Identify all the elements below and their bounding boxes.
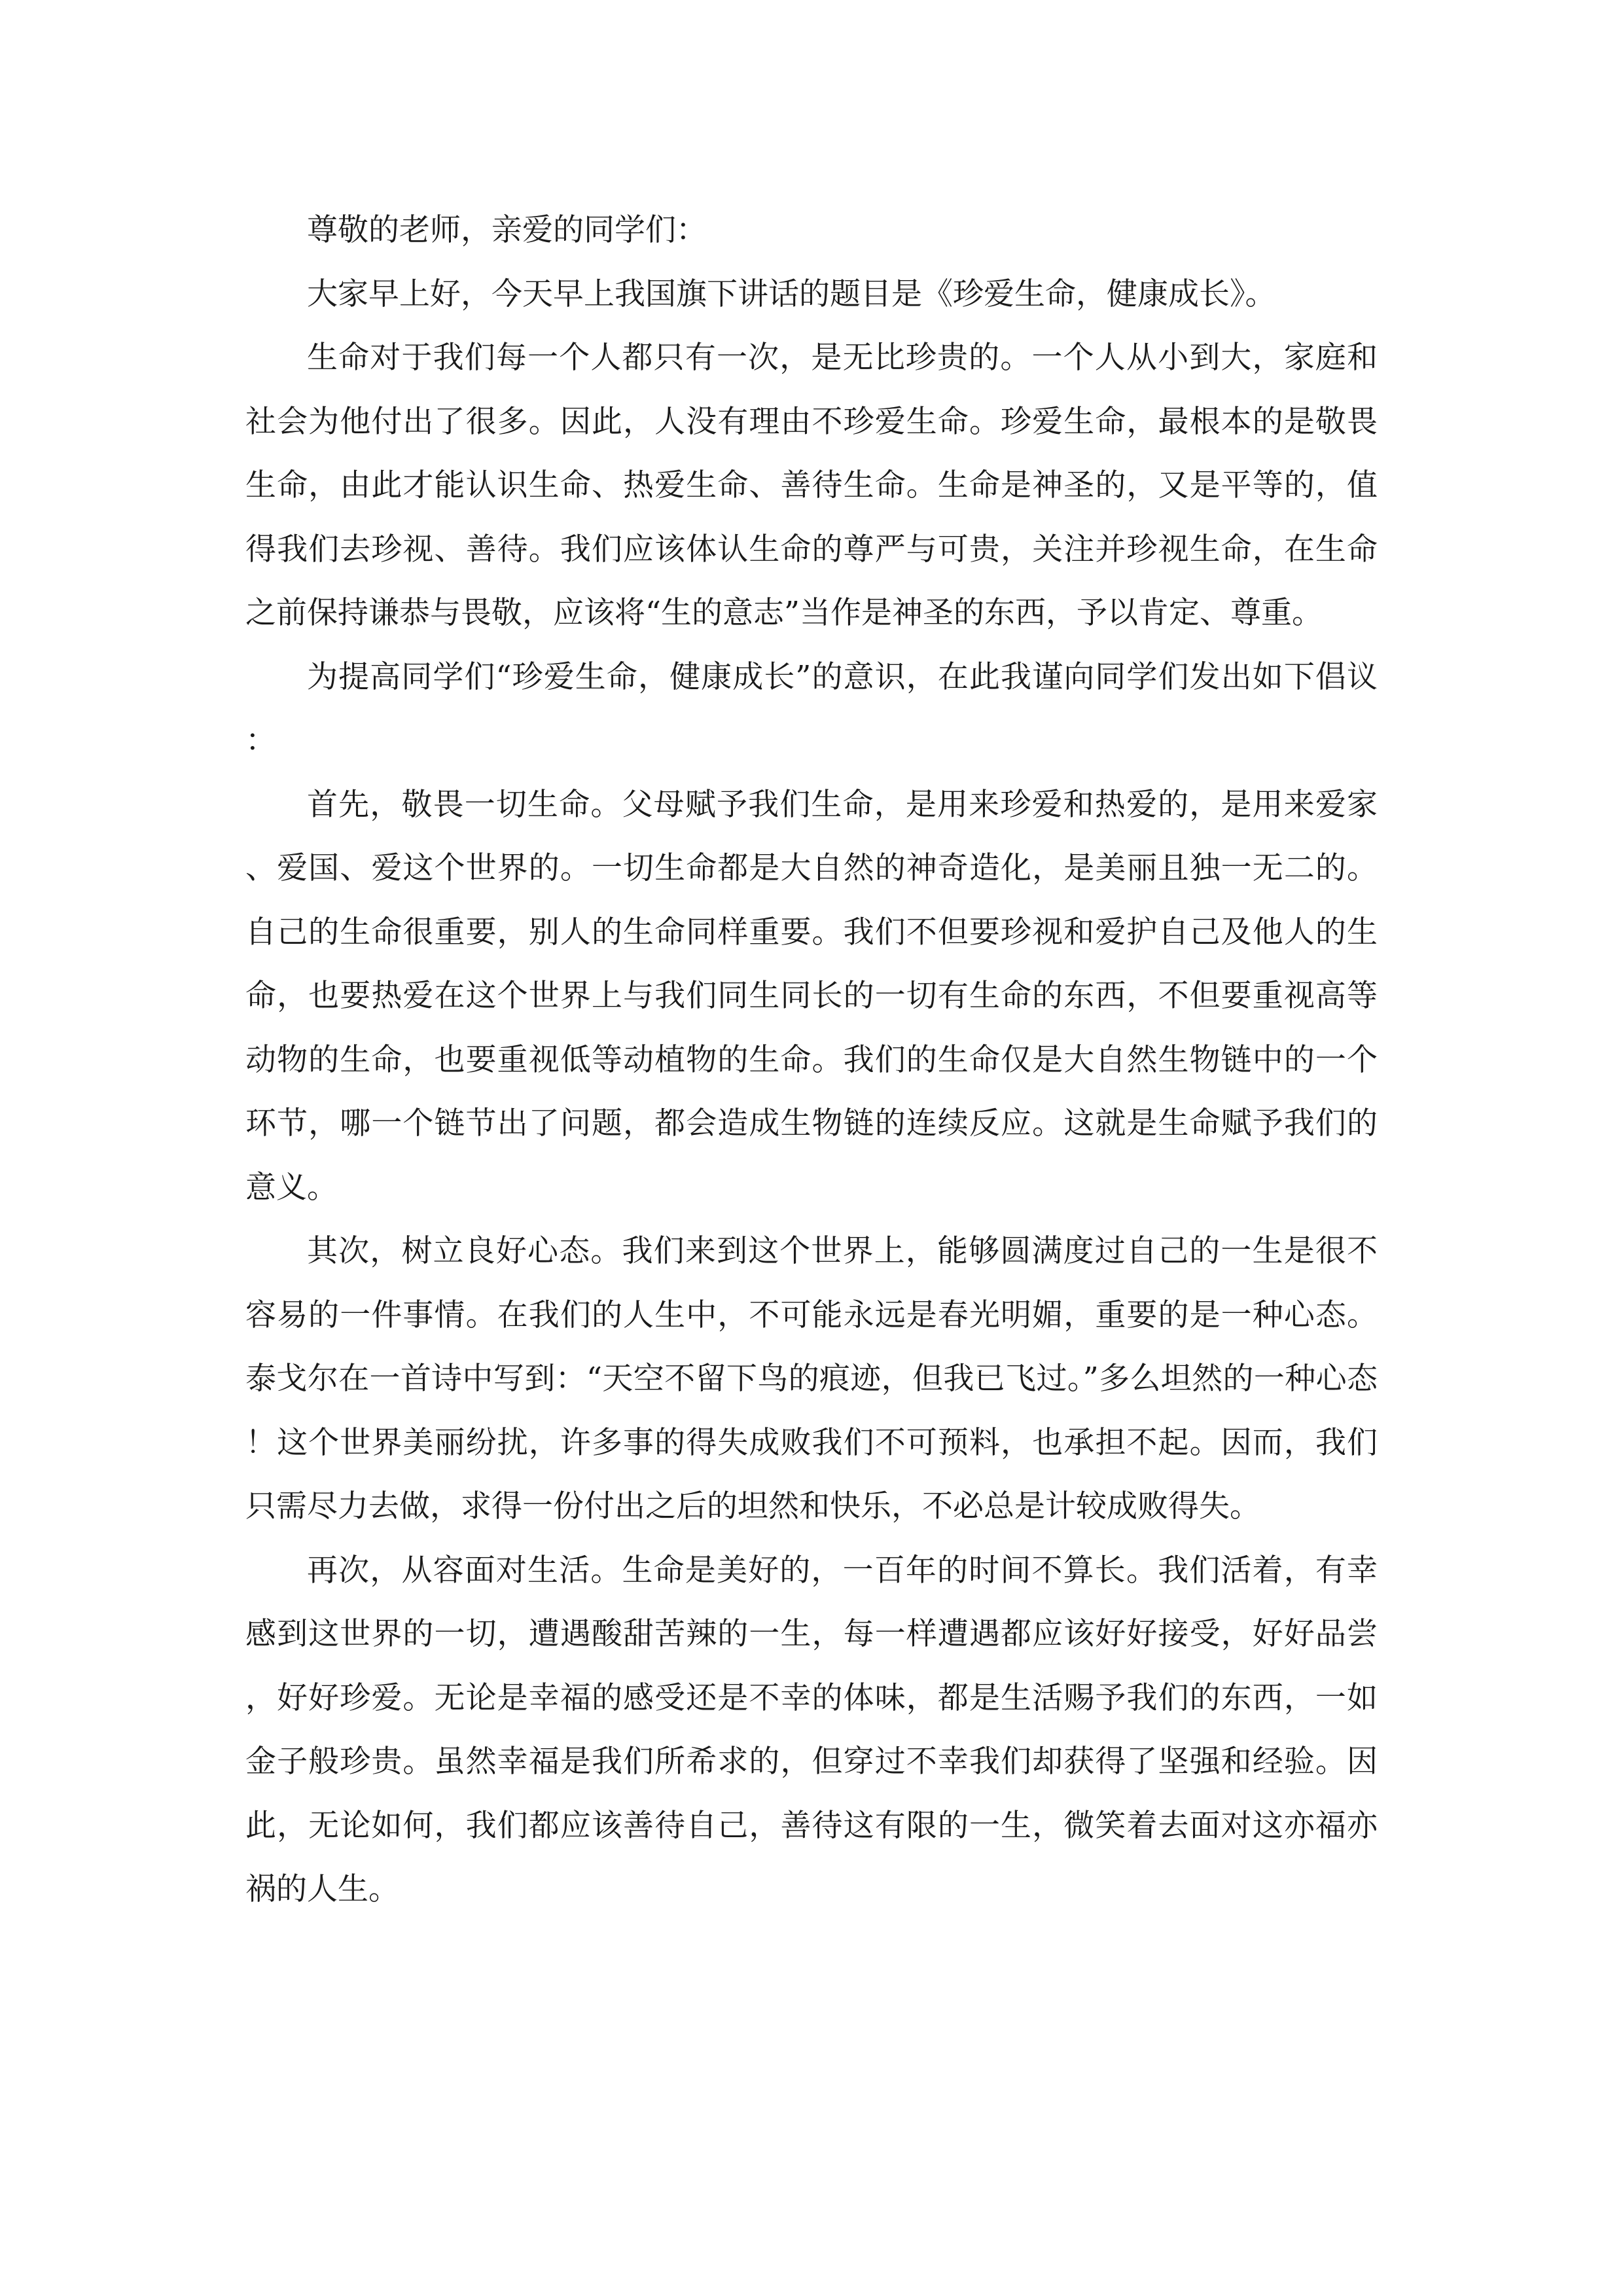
greeting-paragraph: 大家早上好，今天早上我国旗下讲话的题目是《珍爱生命，健康成长》。 [307, 276, 1276, 312]
body-paragraph: 为提高同学们“珍爱生命，健康成长”的意识，在此我谨向同学们发出如下倡议： [245, 658, 1378, 759]
body-paragraph: 生命对于我们每一个人都只有一次，是无比珍贵的。一个人从小到大，家庭和社会为他付出了很多。因此，人没有理由不珍爱生命。珍爱生命，最根本的是敬畏生命，由此才能认识生命、热爱生命、善待生命。生命是神圣的，又是平等的，值得我们去珍视、善待。我们应该体认生命的尊严与可贵，关注并珍视生命，在生命之前保持谦恭与畏敬，应该将“生的意志”当作是神圣的东西，予以肯定、尊重。 [245, 340, 1378, 631]
salutation-paragraph: 尊敬的老师，亲爱的同学们： [307, 212, 707, 248]
body-paragraph: 再次，从容面对生活。生命是美好的，一百年的时间不算长。我们活着，有幸感到这世界的一切，遭遇酸甜苦辣的一生，每一样遭遇都应该好好接受，好好品尝，好好珍爱。无论是幸福的感受还是不幸的体味，都是生活赐予我们的东西，一如金子般珍贵。虽然幸福是我们所希求的，但穿过不幸我们却获得了坚强和经验。因此，无论如何，我们都应该善待自己，善待这有限的一生，微笑着去面对这亦福亦祸的人生。 [245, 1552, 1378, 1907]
body-paragraph: 其次，树立良好心态。我们来到这个世界上，能够圆满度过自己的一生是很不容易的一件事情。在我们的人生中，不可能永远是春光明媚，重要的是一种心态。泰戈尔在一首诗中写到：“天空不留下鸟的痕迹，但我已飞过。”多么坦然的一种心态！这个世界美丽纷扰，许多事的得失成败我们不可预料，也承担不起。因而，我们只需尽力去做，求得一份付出之后的坦然和快乐，不必总是计较成败得失。 [245, 1233, 1378, 1524]
body-paragraph: 首先，敬畏一切生命。父母赋予我们生命，是用来珍爱和热爱的，是用来爱家、爱国、爱这个世界的。一切生命都是大自然的神奇造化，是美丽且独一无二的。自己的生命很重要，别人的生命同样重要。我们不但要珍视和爱护自己及他人的生命，也要热爱在这个世界上与我们同生同长的一切有生命的东西，不但要重视高等动物的生命，也要重视低等动植物的生命。我们的生命仅是大自然生物链中的一个环节，哪一个链节出了问题，都会造成生物链的连续反应。这就是生命赋予我们的意义。 [245, 786, 1378, 1206]
document-body [245, 198, 1378, 1922]
